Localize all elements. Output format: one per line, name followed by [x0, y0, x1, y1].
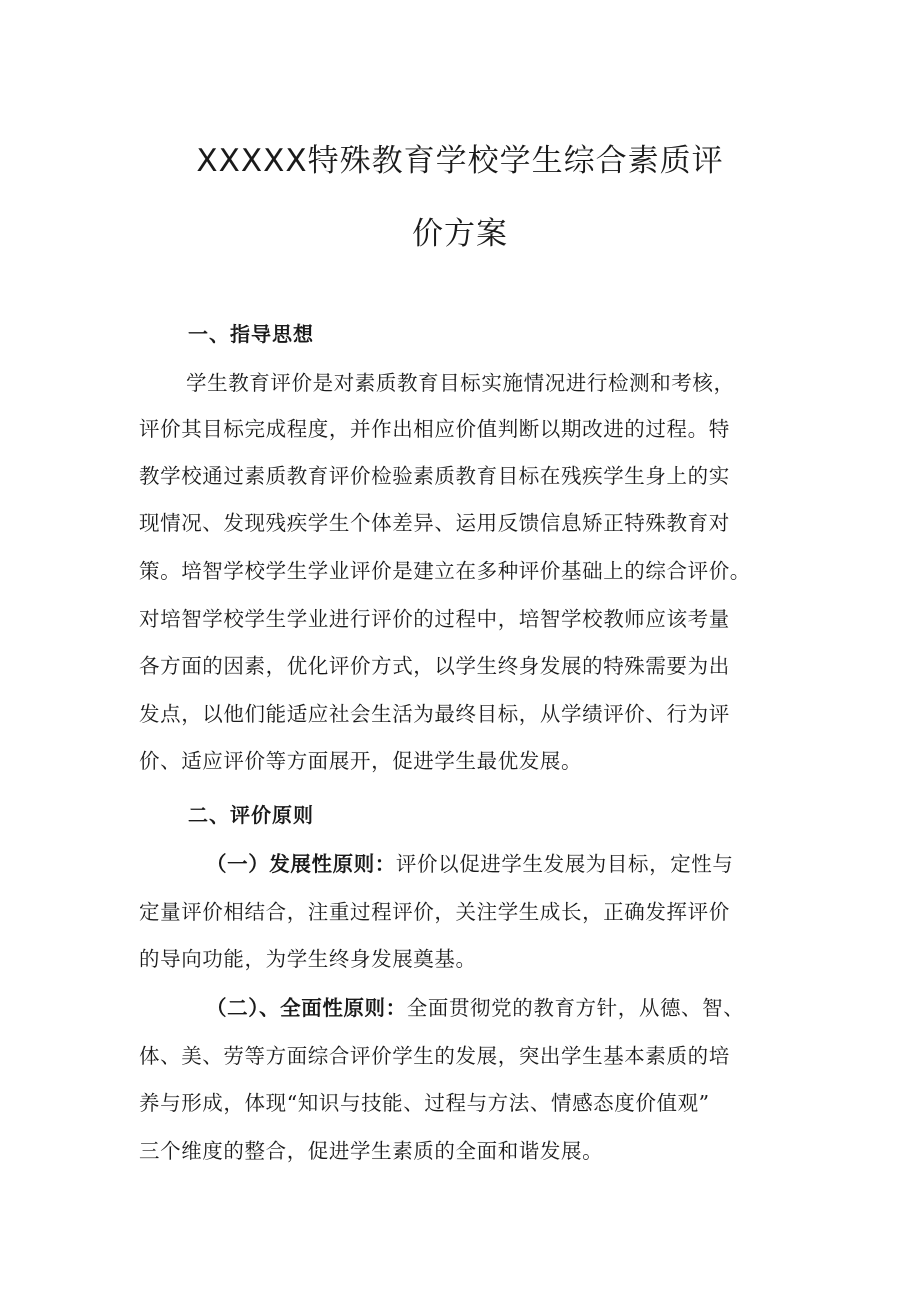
principle-2-first-line: [206, 991, 744, 1021]
principle-2-text: 全面贯彻党的教育方针，从德、智、: [406, 996, 745, 1020]
principle-2-label: （二）、全面性原则：: [206, 996, 407, 1020]
principle-1-label: （一）发展性原则：: [206, 852, 396, 876]
section-1-heading: 一、指导思想: [188, 322, 314, 346]
section-1-line: 发点，以他们能适应社会生活为最终目标，从学绩评价、行为评: [139, 702, 730, 726]
section-1-line: 对培智学校学生学业进行评价的过程中，培智学校教师应该考量: [139, 607, 730, 631]
section-2-heading: 二、评价原则: [188, 803, 314, 827]
principle-2-line: 体、美、劳等方面综合评价学生的发展，突出学生基本素质的培: [139, 1044, 730, 1068]
section-1-line: 教学校通过素质教育评价检验素质教育目标在残疾学生身上的实: [139, 464, 730, 488]
section-1-line: 策。培智学校学生学业评价是建立在多种评价基础上的综合评价。: [139, 559, 751, 583]
principle-2-line: 养与形成，体现“知识与技能、过程与方法、情感态度价值观”: [139, 1091, 710, 1115]
section-1-line: 各方面的因素，优化评价方式，以学生终身发展的特殊需要为出: [139, 654, 730, 678]
principle-2-line: 三个维度的整合，促进学生素质的全面和谐发展。: [139, 1139, 604, 1163]
section-1-line: 现情况、发现残疾学生个体差异、运用反馈信息矫正特殊教育对: [139, 511, 730, 535]
section-1-line: 学生教育评价是对素质教育目标实施情况进行检测和考核，: [186, 371, 735, 395]
section-1-line: 价、适应评价等方面展开，促进学生最优发展。: [139, 749, 583, 773]
principle-1-line: 定量评价相结合，注重过程评价，关注学生成长，正确发挥评价: [139, 900, 730, 924]
document-title-line-1: XXXXX特殊教育学校学生综合素质评: [196, 143, 724, 179]
document-title-line-2: 价方案: [412, 216, 508, 252]
section-1-line: 评价其目标完成程度，并作出相应价值判断以期改进的过程。特: [139, 417, 730, 441]
principle-1-text: 评价以促进学生发展为目标，定性与: [395, 852, 734, 876]
principle-1-first-line: [206, 847, 734, 877]
principle-1-line: 的导向功能，为学生终身发展奠基。: [139, 947, 477, 971]
